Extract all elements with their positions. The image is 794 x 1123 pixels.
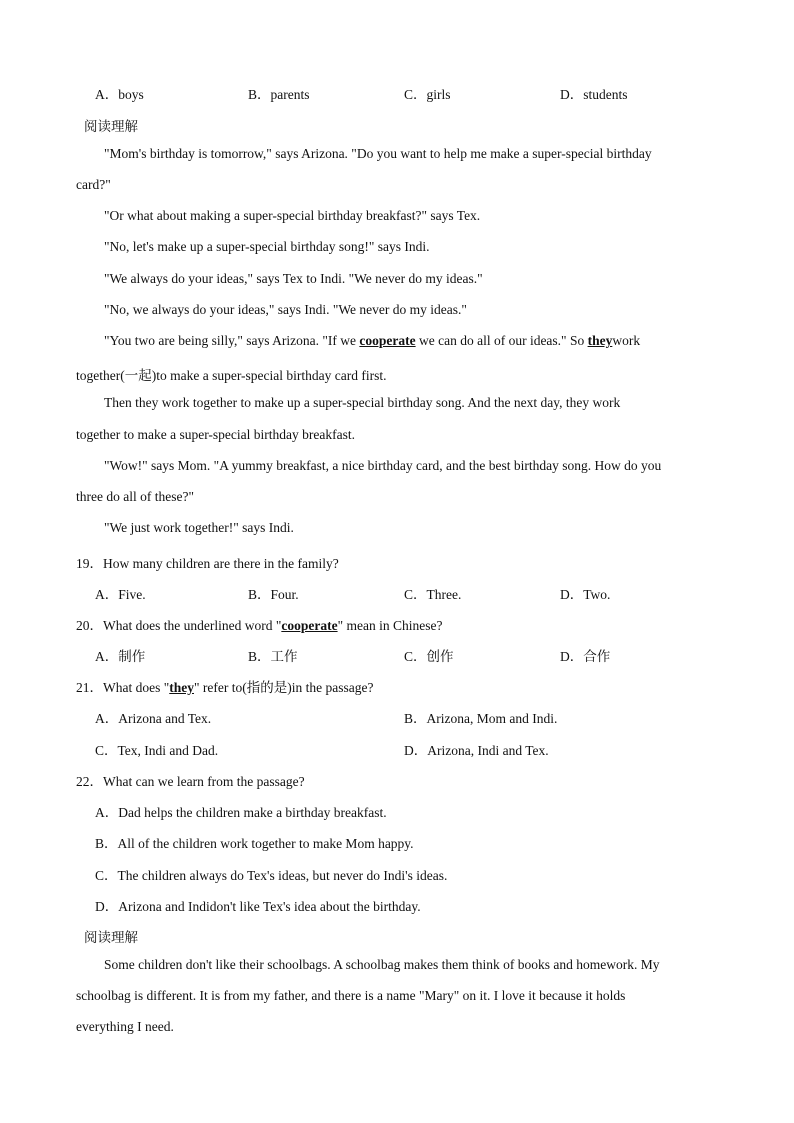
- passage-line: "No, we always do your ideas," says Indi. "We never do my ideas.": [104, 302, 467, 317]
- q19-option-d[interactable]: D．Two.: [560, 587, 611, 602]
- underlined-word-they: they: [587, 333, 613, 348]
- passage-line: "Or what about making a super-special birthday breakfast?" says Tex.: [104, 208, 481, 223]
- question-22: 22．What can we learn from the passage?: [76, 774, 305, 789]
- q22-option-a[interactable]: A．Dad helps the children make a birthday breakfast.: [95, 805, 387, 820]
- passage-line: three do all of these?": [76, 489, 194, 504]
- prev-option-b[interactable]: B．parents: [248, 87, 310, 102]
- q22-option-c[interactable]: C．The children always do Tex's ideas, but never do Indi's ideas.: [95, 868, 448, 883]
- q19-option-a[interactable]: A．Five.: [95, 587, 146, 602]
- passage-line: [104, 333, 640, 349]
- prev-option-d[interactable]: D．students: [560, 87, 628, 102]
- question-19: 19．How many children are there in the family?: [76, 556, 339, 571]
- section-heading: 阅读理解: [84, 119, 138, 134]
- passage-line: card?": [76, 177, 111, 192]
- text-run: "You two are being silly," says Arizona. "If we: [104, 333, 360, 348]
- passage-line: schoolbag is different. It is from my father, and there is a name "Mary" on it. I love it because it holds: [76, 988, 626, 1003]
- q20-option-a[interactable]: A．制作: [95, 649, 146, 664]
- passage-line: "Mom's birthday is tomorrow," says Arizona. "Do you want to help me make a super-special birthday: [104, 146, 652, 161]
- passage-line: "No, let's make up a super-special birthday song!" says Indi.: [104, 239, 430, 254]
- text-run: 20．What does the underlined word ": [76, 618, 282, 633]
- q21-option-d[interactable]: D．Arizona, Indi and Tex.: [404, 743, 549, 758]
- q19-option-c[interactable]: C．Three.: [404, 587, 462, 602]
- q21-option-b[interactable]: B．Arizona, Mom and Indi.: [404, 711, 558, 726]
- underlined-word-cooperate: cooperate: [281, 618, 338, 633]
- section-heading: 阅读理解: [84, 930, 138, 945]
- text-run: " mean in Chinese?: [337, 618, 443, 633]
- text-run: " refer to(指的是)in the passage?: [194, 680, 374, 695]
- passage-line: "We always do your ideas," says Tex to Indi. "We never do my ideas.": [104, 271, 483, 286]
- underlined-word-cooperate: cooperate: [359, 333, 416, 348]
- q21-option-c[interactable]: C．Tex, Indi and Dad.: [95, 743, 219, 758]
- q22-option-d[interactable]: D．Arizona and Indidon't like Tex's idea about the birthday.: [95, 899, 421, 914]
- passage-line: together(一起)to make a super-special birthday card first.: [76, 368, 387, 383]
- underlined-word-they: they: [169, 680, 194, 695]
- passage-line: everything I need.: [76, 1019, 174, 1034]
- q21-option-a[interactable]: A．Arizona and Tex.: [95, 711, 212, 726]
- text-run: work: [612, 333, 641, 348]
- question-21: [76, 676, 373, 696]
- q20-option-b[interactable]: B．工作: [248, 649, 298, 664]
- q19-option-b[interactable]: B．Four.: [248, 587, 299, 602]
- passage-line: Then they work together to make up a super-special birthday song. And the next day, they work: [104, 395, 621, 410]
- text-run: 21．What does ": [76, 680, 170, 695]
- q22-option-b[interactable]: B．All of the children work together to make Mom happy.: [95, 836, 414, 851]
- text-run: we can do all of our ideas." So: [415, 333, 588, 348]
- passage-line: "Wow!" says Mom. "A yummy breakfast, a nice birthday card, and the best birthday song. How do you: [104, 458, 662, 473]
- q20-option-c[interactable]: C．创作: [404, 649, 454, 664]
- passage-line: together to make a super-special birthday breakfast.: [76, 427, 355, 442]
- passage-line: "We just work together!" says Indi.: [104, 520, 294, 535]
- question-20: [76, 614, 442, 634]
- passage-line: Some children don't like their schoolbags. A schoolbag makes them think of books and homework. My: [104, 957, 660, 972]
- prev-option-a[interactable]: A．boys: [95, 87, 144, 102]
- prev-option-c[interactable]: C．girls: [404, 87, 451, 102]
- q20-option-d[interactable]: D．合作: [560, 649, 611, 664]
